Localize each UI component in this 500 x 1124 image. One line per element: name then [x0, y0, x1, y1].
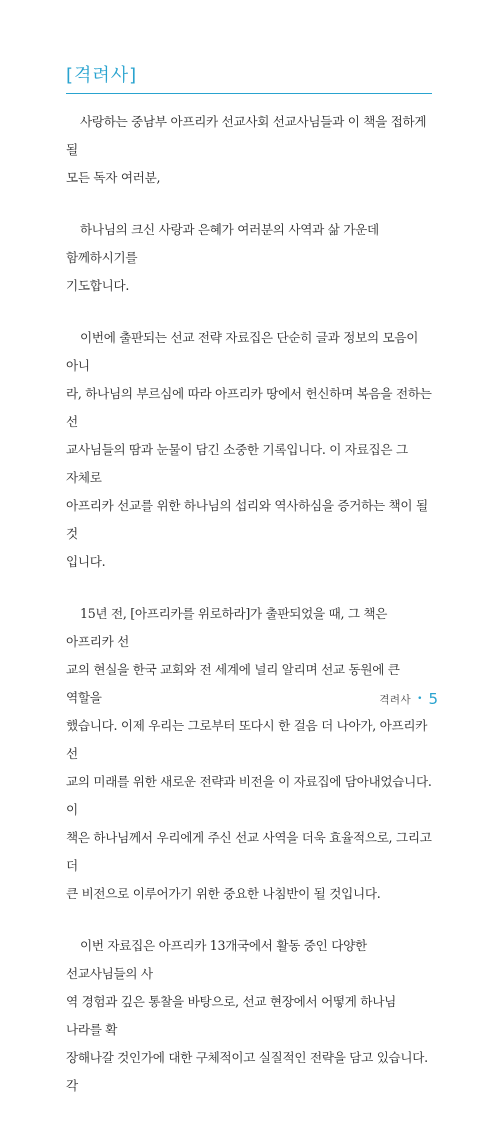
page-footer [379, 690, 438, 708]
title-underline [66, 93, 432, 94]
body-text [66, 108, 434, 1124]
paragraph-2: 하나님의 크신 사랑과 은혜가 여러분의 사역과 삶 가운데 함께하시기를 기도합니다. [66, 222, 379, 293]
paragraph-5: 이번 자료집은 아프리카 13개국에서 활동 중인 다양한 선교사님들의 사 역 경험과 깊은 통찰을 바탕으로, 선교 현장에서 어떻게 하나님 나라를 확 장해나갈 것인가에 대한 구체적이고 실질적인 전략을 담고 있습니다. 각 [66, 938, 428, 1093]
footer-bullet-icon: • [417, 693, 423, 704]
paragraph-4: 15년 전, [아프리카를 위로하라]가 출판되었을 때, 그 책은 아프리카 선 교의 현실을 한국 교회와 전 세계에 널리 알리며 선교 동원에 큰 역할을 했습니다. 이제 우리는 그로부터 또다시 한 걸음 더 나아가, 아프리카 선 교의 미래를 위한 새로운 전략과 비전을 이 자료집에 담아내었습니다. 이 책은 하나님께서 우리에게 주신 선교 사역을 더욱 효율적으로, 그리고 더 큰 비전으로 이루어가기 위한 중요한 나침반이 될 것입니다. [66, 606, 432, 901]
paragraph-1: 사랑하는 중남부 아프리카 선교사회 선교사님들과 이 책을 접하게 될 모든 독자 여러분, [66, 114, 427, 185]
footer-section-label: 격려사 [379, 693, 412, 706]
paragraph-3: 이번에 출판되는 선교 전략 자료집은 단순히 글과 정보의 모음이 아니 라, 하나님의 부르심에 따라 아프리카 땅에서 헌신하며 복음을 전하는 선 교사님들의 땀과 눈물이 담긴 소중한 기록입니다. 이 자료집은 그 자체로 아프리카 선교를 위한 하나님의 섭리와 역사하심을 증거하는 책이 될 것 입니다. [66, 330, 432, 569]
section-title: [격려사] [66, 65, 138, 86]
page-number: 5 [428, 690, 438, 708]
